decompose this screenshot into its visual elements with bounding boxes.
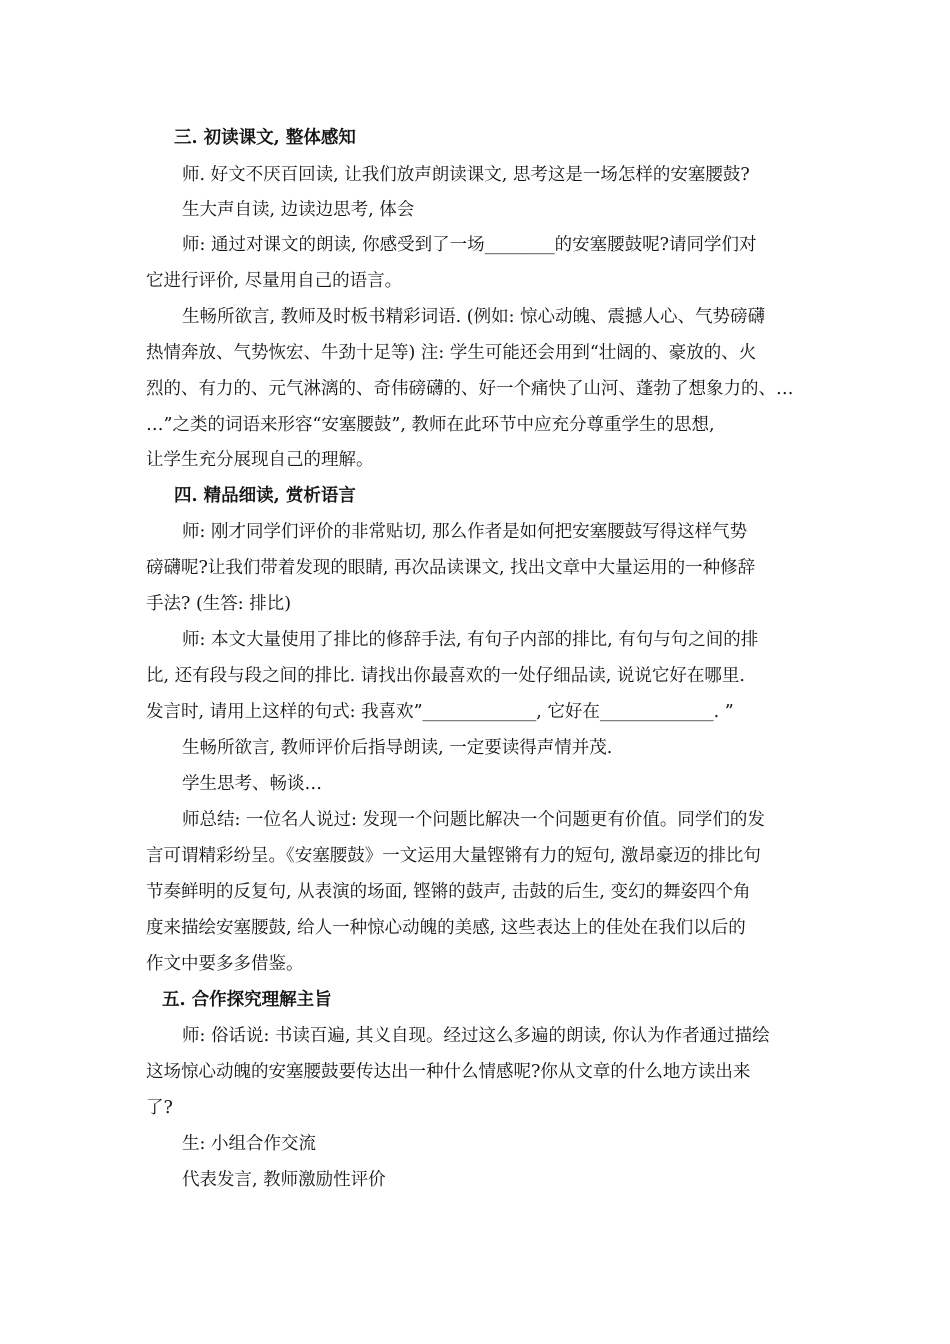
section-heading-3: 三. 初读课文, 整体感知 — [174, 128, 356, 148]
paragraph-line: 言可谓精彩纷呈。《安塞腰鼓》一文运用大量铿锵有力的短句, 激昂豪迈的排比句 — [146, 846, 761, 866]
paragraph-line: 发言时, 请用上这样的句式: 我喜欢”_____________, 它好在_____________. ” — [146, 702, 734, 722]
paragraph-line: 师总结: 一位名人说过: 发现一个问题比解决一个问题更有价值。同学们的发 — [182, 810, 765, 830]
paragraph-line: 了? — [146, 1098, 173, 1118]
paragraph-line: 生畅所欲言, 教师及时板书精彩词语. (例如: 惊心动魄、震撼人心、气势磅礴 — [182, 307, 766, 327]
paragraph-line: 师. 好文不厌百回读, 让我们放声朗读课文, 思考这是一场怎样的安塞腰鼓? — [182, 165, 750, 185]
paragraph-line: 生: 小组合作交流 — [182, 1134, 316, 1154]
section-heading-4: 四. 精品细读, 赏析语言 — [174, 486, 356, 506]
paragraph-line: 代表发言, 教师激励性评价 — [182, 1170, 386, 1190]
paragraph-line: 烈的、有力的、元气淋漓的、奇伟磅礴的、好一个痛快了山河、蓬勃了想象力的、… — [146, 379, 794, 399]
paragraph-line: 作文中要多多借鉴。 — [146, 954, 304, 974]
paragraph-line: 度来描绘安塞腰鼓, 给人一种惊心动魄的美感, 这些表达上的佳处在我们以后的 — [146, 918, 746, 938]
paragraph-line: 让学生充分展现自己的理解。 — [146, 450, 374, 470]
paragraph-line: 热情奔放、气势恢宏、牛劲十足等) 注: 学生可能还会用到“壮阔的、豪放的、火 — [146, 343, 757, 363]
paragraph-line: 这场惊心动魄的安塞腰鼓要传达出一种什么情感呢?你从文章的什么地方读出来 — [146, 1062, 751, 1082]
paragraph-line: 它进行评价, 尽量用自己的语言。 — [146, 271, 403, 291]
paragraph-line: 师: 刚才同学们评价的非常贴切, 那么作者是如何把安塞腰鼓写得这样气势 — [182, 522, 748, 542]
paragraph-line: 手法? (生答: 排比) — [146, 594, 292, 614]
paragraph-line: 师: 俗话说: 书读百遍, 其义自现。经过这么多遍的朗读, 你认为作者通过描绘 — [182, 1026, 770, 1046]
paragraph-line: 比, 还有段与段之间的排比. 请找出你最喜欢的一处仔细品读, 说说它好在哪里. — [146, 666, 745, 686]
section-heading-5: 五. 合作探究理解主旨 — [162, 990, 332, 1010]
paragraph-line: 磅礴呢?让我们带着发现的眼睛, 再次品读课文, 找出文章中大量运用的一种修辞 — [146, 558, 756, 578]
paragraph-line: 师: 通过对课文的朗读, 你感受到了一场________的安塞腰鼓呢?请同学们对 — [182, 235, 757, 255]
paragraph-line: 节奏鲜明的反复句, 从表演的场面, 铿锵的鼓声, 击鼓的后生, 变幻的舞姿四个角 — [146, 882, 751, 902]
paragraph-line: 学生思考、畅谈… — [182, 774, 322, 794]
paragraph-line: 生畅所欲言, 教师评价后指导朗读, 一定要读得声情并茂. — [182, 738, 613, 758]
paragraph-line: 师: 本文大量使用了排比的修辞手法, 有句子内部的排比, 有句与句之间的排 — [182, 630, 759, 650]
paragraph-line: 生大声自读, 边读边思考, 体会 — [182, 200, 415, 220]
paragraph-line: …”之类的词语来形容“安塞腰鼓”, 教师在此环节中应充分尊重学生的思想, — [146, 415, 715, 435]
